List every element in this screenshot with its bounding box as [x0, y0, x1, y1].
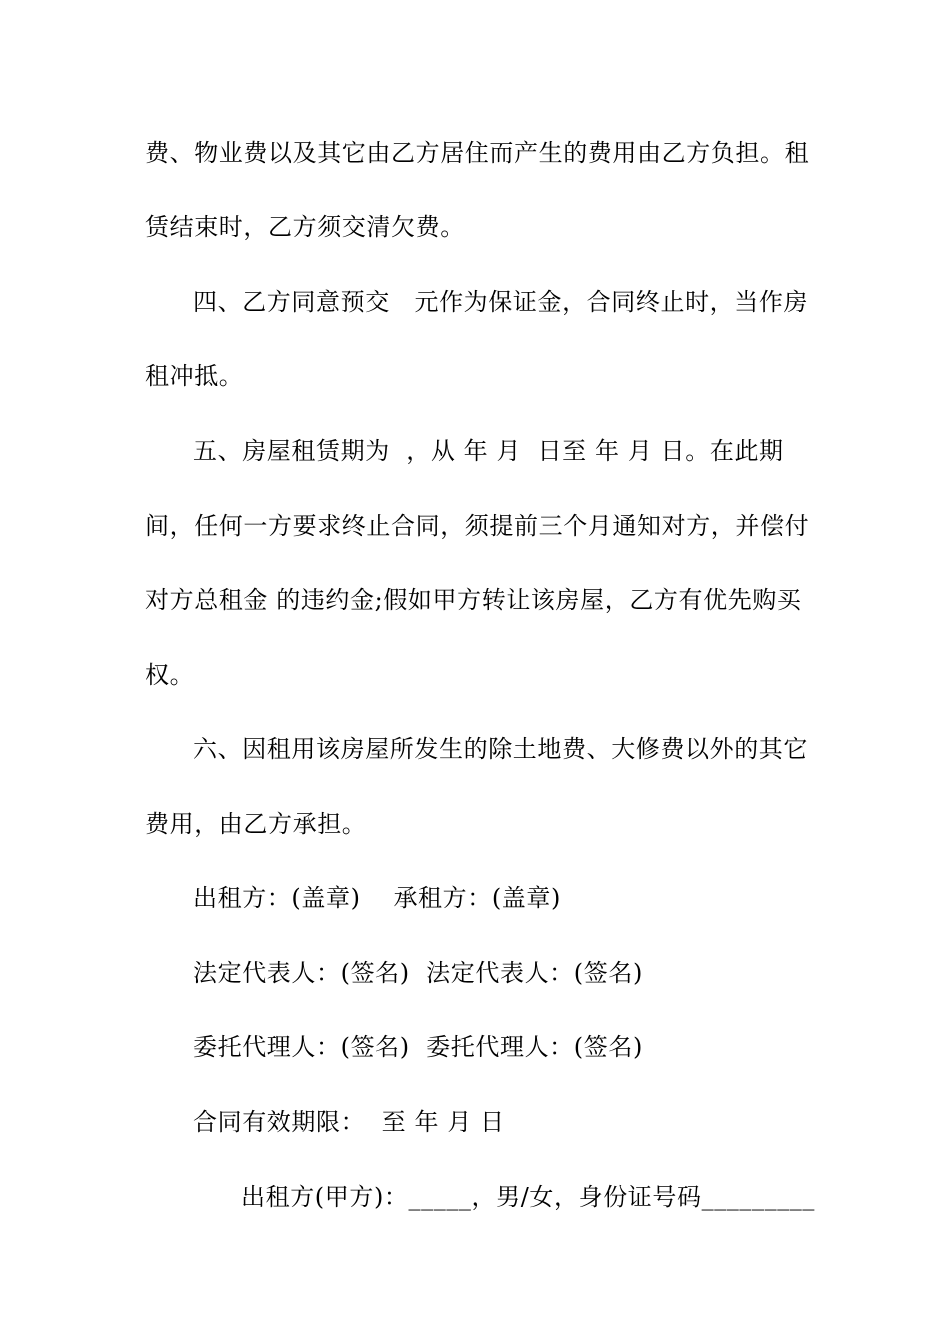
paragraph-line: 四、乙方同意预交 元作为保证金，合同终止时，当作房 — [193, 288, 809, 316]
paragraph-line: 费用，由乙方承担。 — [145, 810, 367, 838]
paragraph-line: 权。 — [145, 661, 195, 689]
lessor-info-line: 出租方(甲方)：_____，男/女，身份证号码_________ — [241, 1183, 816, 1211]
signature-line: 委托代理人：(签名) 委托代理人：(签名) — [193, 1033, 643, 1061]
paragraph-line: 五、房屋租赁期为 ，从 年 月 日至 年 月 日。在此期 — [193, 437, 784, 465]
paragraph-line: 对方总租金 的违约金;假如甲方转让该房屋，乙方有优先购买 — [145, 586, 802, 614]
signature-line: 出租方：(盖章) 承租方：(盖章) — [193, 884, 561, 912]
validity-line: 合同有效期限： 至 年 月 日 — [193, 1108, 505, 1136]
signature-line: 法定代表人：(签名) 法定代表人：(签名) — [193, 959, 643, 987]
paragraph-line: 间，任何一方要求终止合同，须提前三个月通知对方，并偿付 — [145, 512, 810, 540]
paragraph-line: 租冲抵。 — [145, 362, 244, 390]
paragraph-line: 六、因租用该房屋所发生的除土地费、大修费以外的其它 — [193, 735, 808, 763]
paragraph-line: 费、物业费以及其它由乙方居住而产生的费用由乙方负担。租 — [145, 139, 810, 167]
paragraph-line: 赁结束时，乙方须交清欠费。 — [145, 213, 465, 241]
